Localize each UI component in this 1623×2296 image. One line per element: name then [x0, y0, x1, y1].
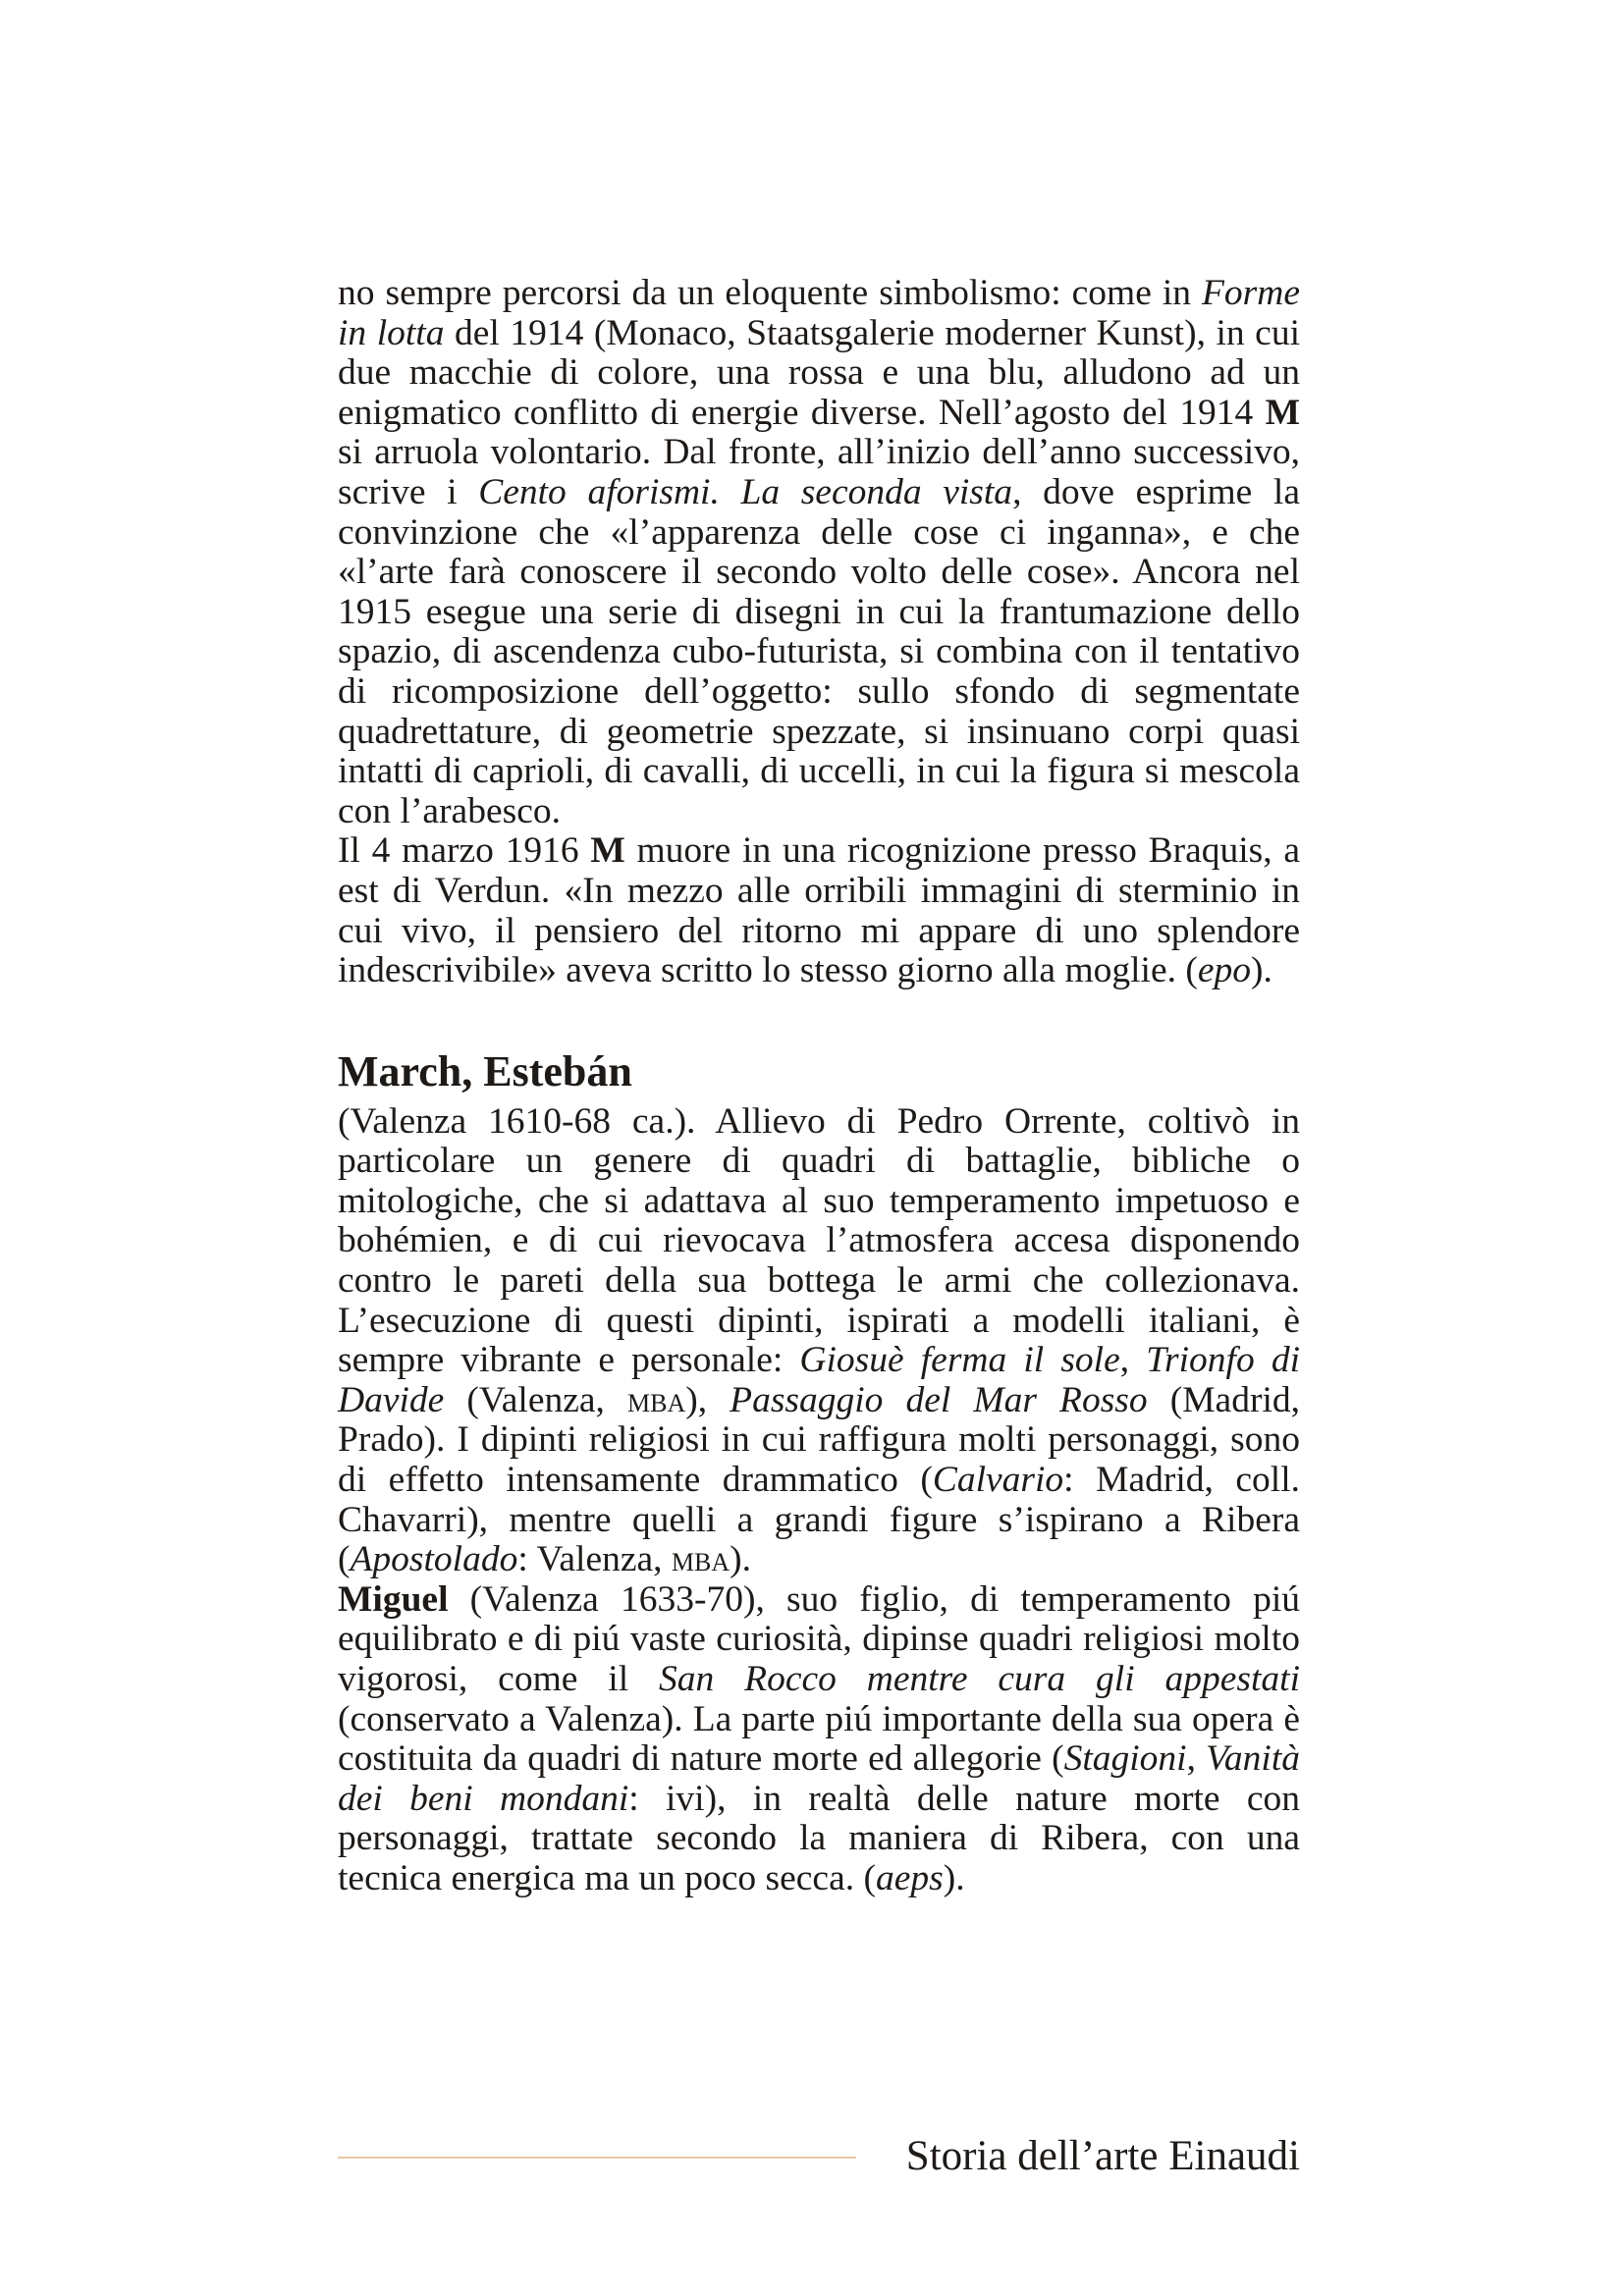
- text-run: (Valenza 1633-70), suo figlio, di temperamento piú equilibrato e di piú vaste curiosità, dipinse quadri religiosi molto vigorosi, come il: [338, 1578, 1300, 1699]
- text-run: (Madrid, Prado). I dipinti religiosi in cui raffigura molti personaggi, sono di effetto intensamente drammatico (: [338, 1379, 1300, 1501]
- continued-paragraph: [338, 274, 1300, 831]
- artwork-title: San Rocco mentre cura gli appestati: [659, 1659, 1300, 1699]
- text-run: no sempre percorsi da un eloquente simbolismo: come in: [338, 273, 1203, 313]
- text-run: ),: [685, 1379, 730, 1420]
- text-run: Il 4 marzo 1916: [338, 830, 591, 872]
- museum-abbreviation: mba: [671, 1539, 730, 1580]
- text-run: (Valenza 1610-68 ca.). Allievo di Pedro Orrente, coltivò in particolare un genere di quadri di battaglie, bibliche o mitologiche, che si adattava al suo temperamento impetuoso e bohémien, e di cui rievocava l’atmosfera accesa disponendo contro le pareti della sua bottega le armi che collezionava. L’esecuzione di questi dipinti, ispirati a modelli italiani, è sempre vibrante e personale:: [338, 1100, 1300, 1381]
- page-footer: [338, 2132, 1300, 2181]
- text-run: : ivi), in realtà delle nature morte con personaggi, trattate secondo la maniera di Ribera, con una tecnica energica ma un poco secca. (: [338, 1778, 1300, 1898]
- text-run: ).: [943, 1857, 965, 1898]
- text-run: : Valenza,: [517, 1539, 672, 1580]
- artwork-title: Apostolado: [350, 1539, 518, 1580]
- museum-abbreviation: mba: [626, 1379, 686, 1420]
- entry-heading: March, Estebán: [338, 1046, 632, 1095]
- text-run: : Madrid, coll. Chavarri), mentre quelli a grandi figure s’ispirano a Ribera (: [338, 1460, 1300, 1580]
- author-initials: aeps: [875, 1857, 944, 1898]
- artwork-title: Giosuè ferma il sole: [799, 1340, 1120, 1381]
- text-run: , dove esprime la convinzione che «l’apparenza delle cose ci inganna», e che «l’arte farà conoscere il secondo volto delle cose». Ancora nel 1915 esegue una serie di disegni in cui la frantumazione dello spazio, di ascendenza cubo-futurista, si combina con il tentativo di ricomposizione dell’oggetto: sullo sfondo di segmentate quadrettature, di geometrie spezzate, si insinuano corpi quasi intatti di caprioli, di cavalli, di uccelli, in cui la figura si mescola con l’arabesco.: [338, 471, 1300, 831]
- text-run: (conservato a Valenza). La parte piú importante della sua opera è costituita da quadri di nature morte ed allegorie (: [338, 1698, 1300, 1780]
- text-run: muore in una ricognizione presso Braquis, a est di Verdun. «In mezzo alle orribili immagini di sterminio in cui vivo, il pensiero del ritorno mi appare di uno splendore indescrivibile» aveva scritto lo stesso giorno alla moglie. (: [338, 830, 1300, 991]
- subject-initial: M: [590, 830, 625, 872]
- text-run: del 1914 (Monaco, Staatsgalerie moderner Kunst), in cui due macchie di colore, una rossa e una blu, alludono ad un enigmatico conflitto di energie diverse. Nell’agosto del 1914: [338, 312, 1300, 433]
- text-run: ).: [1251, 950, 1272, 991]
- text-run: ,: [1119, 1340, 1147, 1381]
- text-run: ,: [1186, 1738, 1207, 1780]
- text-run: si arruola volontario. Dal fronte, all’inizio dell’anno successivo, scrive i: [338, 432, 1300, 512]
- subject-initial: M: [1265, 392, 1300, 433]
- person-name: Miguel: [338, 1578, 449, 1620]
- artwork-title: Forme in lotta: [338, 273, 1300, 353]
- artwork-title: Trionfo di Davide: [338, 1340, 1300, 1420]
- text-run: ).: [730, 1539, 752, 1580]
- entry-paragraph-miguel: [338, 1580, 1300, 1899]
- book-title: Cento aforismi. La seconda vista: [478, 471, 1013, 512]
- artwork-title: Stagioni: [1063, 1738, 1187, 1780]
- artwork-title: Calvario: [932, 1460, 1064, 1501]
- author-initials: epo: [1197, 950, 1251, 991]
- artwork-title: Passaggio del Mar Rosso: [730, 1379, 1148, 1420]
- artwork-title: Vanità dei beni mondani: [338, 1738, 1300, 1819]
- text-run: (Valenza,: [444, 1379, 627, 1420]
- footer-divider: [338, 2157, 856, 2159]
- footer-title: Storia dell’arte Einaudi: [905, 2133, 1300, 2179]
- entry-paragraph-esteban: [338, 1102, 1300, 1580]
- page-body: [338, 274, 1300, 1899]
- death-paragraph: [338, 831, 1300, 990]
